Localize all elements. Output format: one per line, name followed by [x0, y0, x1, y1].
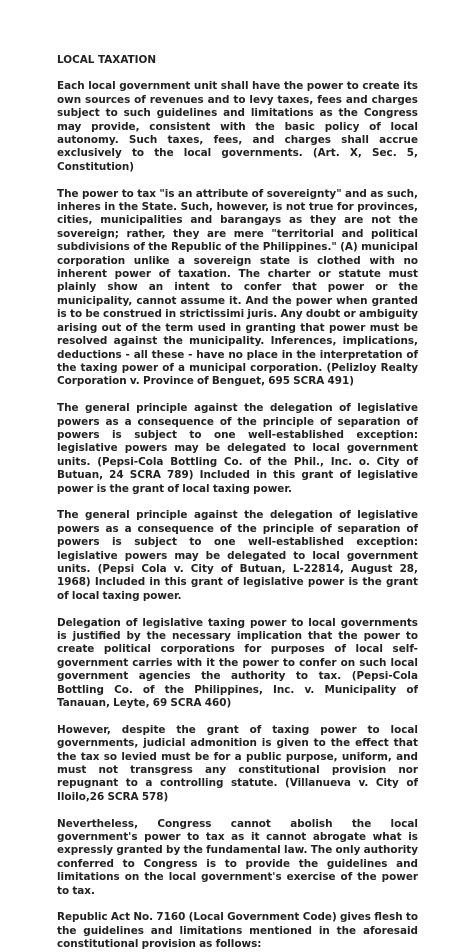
paragraph-attribute-of-sovereignty: The power to tax "is an attribute of sovereignty" and as such, inheres in the State. Such, however, is not true for provinces, cities, municipalities and barangays as they are not the sovereign; rather, they are mere "territorial and political subdivisions of the Republic of the Philippines." (A) municipal corporation unlike a sovereign state is clothed with no inherent power of taxation. The charter or statute must plainly show an intent to confer that power or the municipality, cannot assume it. And the power when granted is to be construed in strictissimi juris. Any doubt or ambiguity arising out of the term used in granting that power must be resolved against the municipality. Inferences, implications, deductions - all these - have no place in the interpretation of the taxing power of a municipal corporation. (Pelizloy Realty Corporation v. Province of Benguet, 695 SCRA 491) — [57, 187, 418, 388]
paragraph-delegation-justified: Delegation of legislative taxing power to local governments is justified by the necessary implication that the power to create political corporations for purposes of local self-government carries with it the power to confer on such local government agencies the authority to tax. (Pepsi-Cola Bottling Co. of the Philippines, Inc. v. Municipality of Tanauan, Leyte, 69 SCRA 460) — [57, 616, 418, 710]
paragraph-congress-limits: Nevertheless, Congress cannot abolish the local government's power to tax as it cannot abrogate what is expressly granted by the fundamental law. The only authority conferred to Congress is to provide the guidelines and limitations on the local government's exercise of the power to tax. — [57, 817, 418, 897]
paragraph-judicial-admonition: However, despite the grant of taxing power to local governments, judicial admonition is given to the effect that the tax so levied must be for a public purpose, uniform, and must not transgress any constitutional provision nor repugnant to a controlling statute. (Villanueva v. City of Iloilo,26 SCRA 578) — [57, 723, 418, 803]
paragraph-delegation-exception-pepsi-1: The general principle against the delegation of legislative powers as a consequence of the principle of separation of powers is subject to one well-established exception: legislative powers may be delegated to local government units. (Pepsi-Cola Bottling Co. of the Phil., Inc. o. City of Butuan, 24 SCRA 789) Included in this grant of legislative power is the grant of local taxing power. — [57, 402, 418, 495]
document-title: LOCAL TAXATION — [57, 54, 157, 66]
document-page — [57, 54, 418, 952]
paragraph-delegation-exception-pepsi-2: The general principle against the delegation of legislative powers as a consequence of the principle of separation of powers is subject to one well-established exception: legislative powers may be delegated to local government units. (Pepsi Cola v. City of Butuan, L-22814, August 28, 1968) Included in this grant of legislative power is the grant of local taxing power. — [57, 509, 418, 602]
paragraph-ra-7160: Republic Act No. 7160 (Local Government Code) gives flesh to the guidelines and limitations mentioned in the aforesaid constitutional provision as follows: — [57, 911, 418, 951]
paragraph-constitutional-basis: Each local government unit shall have the power to create its own sources of revenues and to levy taxes, fees and charges subject to such guidelines and limitations as the Congress may provide, consistent with the basic policy of local autonomy. Such taxes, fees, and charges shall accrue exclusively to the local governments. (Art. X, Sec. 5, Constitution) — [57, 80, 418, 173]
